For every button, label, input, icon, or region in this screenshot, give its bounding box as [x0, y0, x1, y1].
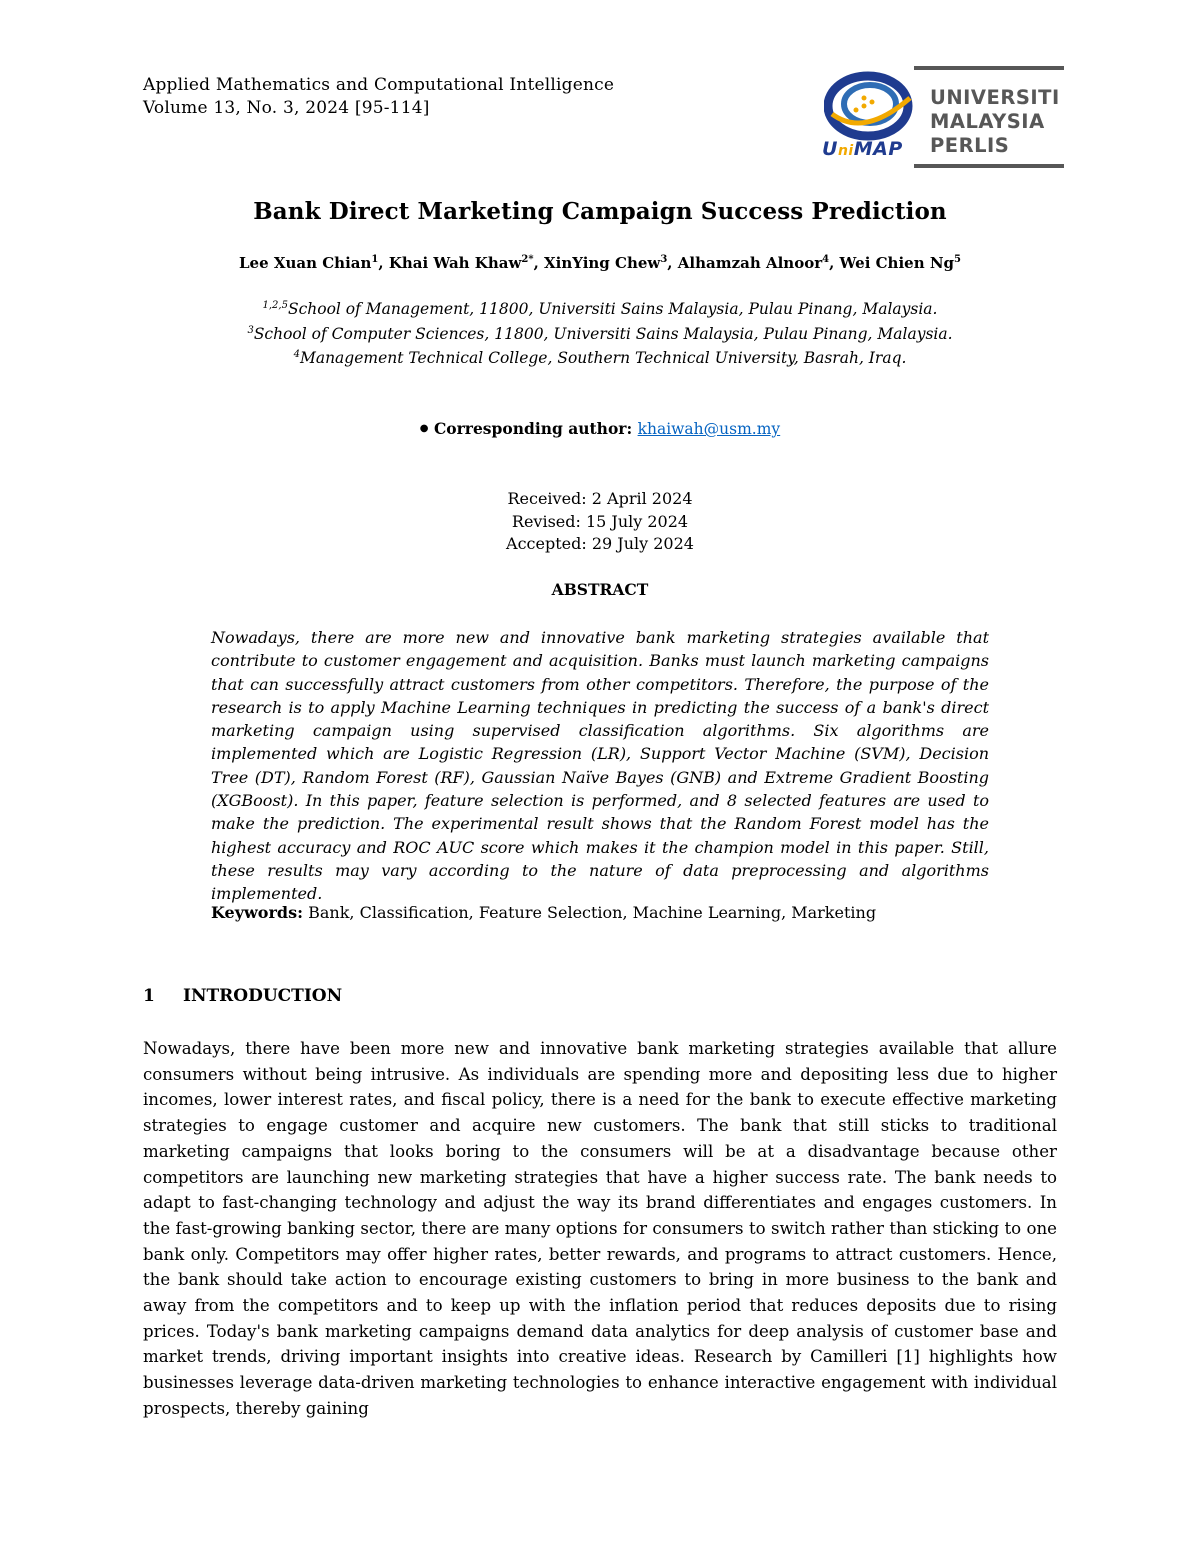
- affiliation: $^3$School of Computer Sciences, 11800, Universiti Sains Malaysia, Pulau Pinang, Malaysia.: [247, 324, 953, 343]
- journal-volume: Volume 13, No. 3, 2024 [95-114]: [143, 98, 430, 118]
- accepted-date: Accepted: 29 July 2024: [506, 534, 694, 553]
- affiliations: [0, 297, 1200, 371]
- introduction-text: Nowadays, there have been more new and innovative bank marketing strategies available that allure consumers without being intrusive. As individuals are spending more and depositing less due to higher incomes, lower interest rates, and fiscal policy, there is a need for the bank to execute effective marketing strategies to engage customer and acquire new customers. The bank that still sticks to traditional marketing campaigns that looks boring to the consumers will be at a disadvantage because other competitors are launching new marketing strategies that have a higher success rate. The bank needs to adapt to fast-changing technology and adjust the way its brand differentiates and engages customers. In the fast-growing banking sector, there are many options for consumers to switch rather than sticking to one bank only. Competitors may offer higher rates, better rewards, and programs to attract customers. Hence, the bank should take action to encourage existing customers to bring in more business to the bank and away from the competitors and to keep up with the inflation period that reduces deposits due to rising prices. Today's bank marketing campaigns demand data analytics for deep analysis of customer base and market trends, driving important insights into creative ideas. Research by Camilleri [1] highlights how businesses leverage data-driven marketing technologies to enhance interactive engagement with individual prospects, thereby gaining: [143, 1039, 1057, 1418]
- affiliation: $^{1,2,5}$School of Management, 11800, Universiti Sains Malaysia, Pulau Pinang, Malaysia.: [262, 299, 938, 318]
- keywords: [211, 903, 876, 922]
- revised-date: Revised: 15 July 2024: [511, 511, 689, 531]
- author: XinYing Chew$^3$: [544, 254, 668, 272]
- corresponding-author: [0, 419, 1200, 438]
- section-heading: [143, 986, 342, 1006]
- paper-title: Bank Direct Marketing Campaign Success Prediction: [253, 198, 947, 225]
- author-list: Lee Xuan Chian$^1$, Khai Wah Khaw$^{2*}$, XinYing Chew$^3$, Alhamzah Alnoor$^4$, Wei Chien Ng$^5$: [238, 254, 961, 272]
- unimap-logo: [822, 64, 1064, 170]
- unimap-emblem-icon: [824, 68, 916, 146]
- author: Lee Xuan Chian$^1$: [238, 254, 379, 272]
- keywords-label: Keywords:: [211, 903, 304, 922]
- received-date: Received: 2 April 2024: [507, 489, 693, 508]
- keywords-list: Bank, Classification, Feature Selection, Machine Learning, Marketing: [308, 903, 877, 922]
- section-number: 1: [143, 986, 155, 1006]
- author: Alhamzah Alnoor$^4$: [677, 254, 830, 272]
- corresponding-email-link[interactable]: khaiwah@usm.my: [637, 420, 781, 438]
- author: Wei Chien Ng$^5$: [839, 254, 961, 272]
- submission-dates: [0, 488, 1200, 556]
- logo-wordmark: UNIVERSITI MALAYSIA PERLIS: [930, 86, 1060, 157]
- bullet-icon: ●: [419, 423, 429, 434]
- journal-name: Applied Mathematics and Computational Intelligence: [143, 75, 615, 95]
- author: Khai Wah Khaw$^{2*}$: [388, 254, 534, 272]
- journal-header: [143, 74, 614, 120]
- corresponding-label: Corresponding author:: [433, 419, 633, 438]
- abstract-heading: ABSTRACT: [551, 580, 649, 599]
- section-title: INTRODUCTION: [183, 986, 343, 1006]
- affiliation: $^4$Management Technical College, Southern Technical University, Basrah, Iraq.: [293, 348, 907, 367]
- logo-unimap-text: UniMAP: [822, 138, 903, 160]
- abstract-text: Nowadays, there are more new and innovative bank marketing strategies available that contribute to customer engagement and acquisition. Banks must launch marketing campaigns that can successfully attract customers from other competitors. Therefore, the purpose of the research is to apply Machine Learning techniques in predicting the success of a bank's direct marketing campaign using supervised classification algorithms. Six algorithms are implemented which are Logistic Regression (LR), Support Vector Machine (SVM), Decision Tree (DT), Random Forest (RF), Gaussian Naïve Bayes (GNB) and Extreme Gradient Boosting (XGBoost). In this paper, feature selection is performed, and 8 selected features are used to make the prediction. The experimental result shows that the Random Forest model has the highest accuracy and ROC AUC score which makes it the champion model in this paper. Still, these results may vary according to the nature of data preprocessing and algorithms implemented.: [211, 628, 989, 904]
